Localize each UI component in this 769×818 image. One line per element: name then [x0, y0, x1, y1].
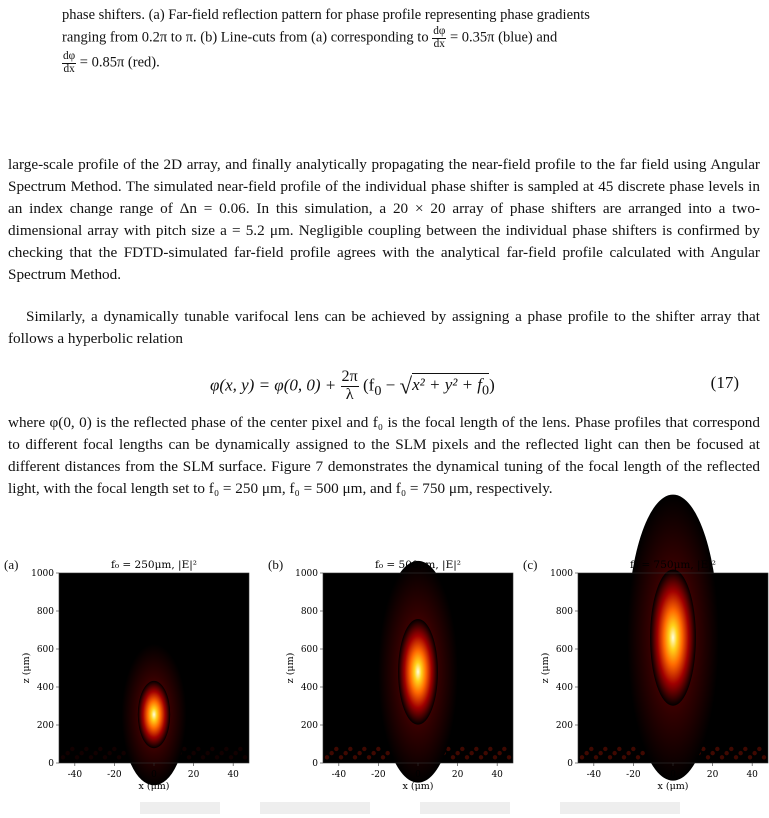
caption-fraction-2: $\frac{d\varphi}{dx}$ — [63, 49, 76, 75]
y-tick-label: 400 — [555, 683, 573, 693]
y-tick-label: 800 — [36, 607, 54, 617]
figure-panel — [268, 557, 518, 797]
y-tick-label: 800 — [300, 607, 318, 617]
x-tick-label: -20 — [626, 770, 641, 780]
y-tick-label: 200 — [36, 721, 54, 731]
x-tick-label: -20 — [371, 770, 386, 780]
x-tick-label: 0 — [415, 770, 421, 780]
x-tick-label: 20 — [706, 770, 719, 780]
x-tick-label: 0 — [151, 770, 157, 780]
y-tick-label: 400 — [300, 683, 318, 693]
x-tick-label: -40 — [586, 770, 602, 780]
equation-body: φ(x, y) = φ(0, 0) + $\frac{2\pi}{\lambda}$ $(f_0 - √x^2 + y^2 + f_0)$ — [210, 368, 495, 403]
figure-caption — [62, 5, 722, 76]
y-axis-label: z (μm) — [285, 652, 296, 684]
sqrt-icon: √ — [399, 373, 413, 399]
equation-fraction: $\frac{2\pi}{\lambda}$ — [341, 368, 358, 403]
panel-label: (a) — [4, 557, 19, 572]
caption-fraction-1: $\frac{d\varphi}{dx}$ — [433, 25, 446, 50]
x-tick-label: 20 — [451, 770, 464, 780]
caption-line-1: phase shifters. (a) Far-field reflection pattern for phase profile representing phase gradients — [62, 7, 590, 23]
panel-title: f₀ = 500μm, |E|² — [374, 559, 462, 571]
x-tick-label: 40 — [491, 770, 503, 780]
equation-17 — [0, 365, 769, 403]
x-axis-label: x (μm) — [402, 781, 434, 792]
y-tick-label: 800 — [555, 607, 573, 617]
y-axis-label: z (μm) — [21, 652, 32, 684]
x-tick-label: 40 — [746, 770, 758, 780]
body-paragraph-1: large-scale profile of the 2D array, and finally analytically propagating the near-field profile to the far field using Angular Spectrum Method. The simulated near-field profile of the individual phase shifter is sampled at 45 discrete phase levels in an index change range of Δn = 0.06. In this simulation, a 20 × 20 array of phase shifters are arranged into a two-dimensional array with pitch size a = 5.2 μm. Negligible coupling between the individual phase shifters is confirmed by checking that the FDTD-simulated far-field profile agrees with the analytical far-field profile calculated with Angular Spectrum Method. — [8, 156, 760, 283]
page-footer-line — [0, 802, 769, 818]
y-tick-label: 0 — [48, 759, 54, 769]
y-tick-label: 1000 — [550, 569, 573, 579]
x-tick-label: 0 — [670, 770, 676, 780]
y-tick-label: 200 — [300, 721, 318, 731]
panel-label: (b) — [268, 557, 284, 572]
panel-title: f₀ = 250μm, |E|² — [110, 559, 198, 571]
body-paragraph-2: Similarly, a dynamically tunable varifocal lens can be achieved by assigning a phase profile to the shifter array that follows a hyperbolic relation — [8, 308, 760, 347]
panel-title: f₀ = 750μm, |E|² — [629, 559, 717, 571]
equation-number: (17) — [710, 373, 739, 392]
x-tick-label: -20 — [107, 770, 122, 780]
x-tick-label: -40 — [331, 770, 347, 780]
y-tick-label: 1000 — [295, 569, 318, 579]
field-intensity-plot — [523, 557, 769, 797]
y-tick-label: 1000 — [31, 569, 54, 579]
y-tick-label: 200 — [555, 721, 573, 731]
caption-line-2: ranging from 0.2π to π. (b) Line-cuts from (a) corresponding to $\frac{d\varphi}{dx}$ = 0.35π (blue) and — [62, 25, 558, 50]
y-tick-label: 0 — [567, 759, 573, 769]
caption-line-3: $\frac{d\varphi}{dx}$ = 0.85π (red). — [63, 49, 160, 75]
x-axis-label: x (μm) — [657, 781, 689, 792]
y-tick-label: 400 — [36, 683, 54, 693]
figure-panel — [4, 557, 254, 797]
field-intensity-plot — [268, 557, 518, 797]
y-tick-label: 600 — [300, 645, 318, 655]
x-tick-label: -40 — [67, 770, 83, 780]
field-intensity-plot — [4, 557, 254, 797]
body-paragraph-3: where φ(0, 0) is the reflected phase of the center pixel and f₀ is the focal length of the lens. Phase profiles that correspond to different focal lengths can be dynamically assigned to the SLM pixels and the reflected light can then be focused at different distances from the SLM surface. Figure 7 demonstrates the dynamical tuning of the focal length of the reflected light, with the focal length set to f₀ = 250 μm, f₀ = 500 μm, and f₀ = 750 μm, respectively. — [8, 414, 760, 497]
x-tick-label: 40 — [227, 770, 239, 780]
y-tick-label: 600 — [555, 645, 573, 655]
y-axis-label: z (μm) — [540, 652, 551, 684]
panel-label: (c) — [523, 557, 538, 572]
y-tick-label: 600 — [36, 645, 54, 655]
x-axis-label: x (μm) — [138, 781, 170, 792]
x-tick-label: 20 — [187, 770, 200, 780]
y-tick-label: 0 — [312, 759, 318, 769]
figure-panel — [523, 557, 769, 797]
